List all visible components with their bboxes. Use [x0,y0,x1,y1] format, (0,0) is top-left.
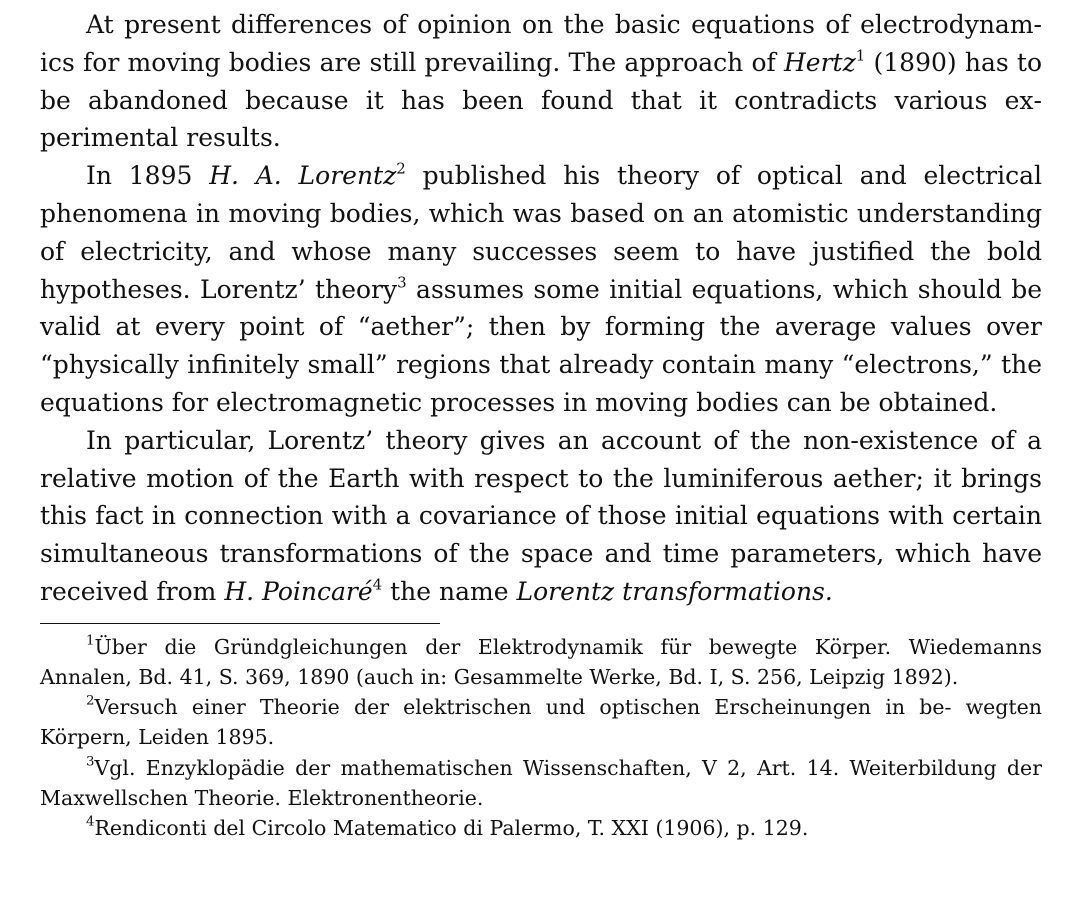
footnote-ref-3: 3 [397,273,407,292]
footnote-ref-1: 1 [855,46,866,65]
paragraph-2 [40,157,1042,422]
footnote-text: Versuch einer Theorie der elektrischen und optischen Erscheinungen in be- wegten Körpern, Leiden 1895. [40,695,1042,750]
text-segment: the name [382,576,517,606]
footnote-mark: 2 [86,693,95,709]
footnote-1 [40,632,1042,692]
footnote-mark: 4 [86,814,95,830]
footnote-text: Rendiconti del Circolo Matematico di Palermo, T. XXI (1906), p. 129. [94,815,809,840]
paragraph-1 [40,6,1042,157]
footnotes [40,632,1042,843]
term-lorentz-transformations: Lorentz transformations. [516,576,833,606]
footnote-mark: 1 [86,633,95,649]
footnote-3 [40,753,1042,813]
footnote-text: Über die Gründgleichungen der Elektrodynamik für bewegte Körper. Wiedemanns Annalen, Bd. 41, S. 369, 1890 (auch in: Gesammelte Werke, Bd. I, S. 256, Leipzig 1892). [40,634,1042,689]
text-segment: (1890) has to be abandoned because it has been found that it contradicts various experimental results. [40,47,1042,153]
text-segment: published his theory of optical and electrical phenomena in moving bodies, which was based on an atomistic understanding of electricity, and whose many successes seem to have justified the bold hypotheses. Lorentz’ theory [40,161,1042,304]
text-segment: In 1895 [86,161,210,191]
text-segment: At present differences of opinion on the basic equations of electrodynamics for moving bodies are still prevailing. The approach of [40,10,1042,77]
text-segment: In particular, Lorentz’ theory gives an account of the non-existence of a relative motion of the Earth with respect to the luminiferous aether; it brings this fact in connection with a covariance of those initial equations with certain simultaneous transformations of the space and time parameters, which have received from [40,425,1042,606]
footnote-ref-4: 4 [372,575,383,594]
footnote-divider [40,623,440,624]
footnote-4 [40,813,1042,843]
author-name-lorentz: H. A. Lorentz [209,161,397,191]
footnote-2 [40,692,1042,752]
author-name-hertz: Hertz [783,47,856,77]
footnote-text: Vgl. Enzyklopädie der mathematischen Wissenschaften, V 2, Art. 14. Weiterbildung der Maxwellschen Theorie. Elektronentheorie. [40,755,1042,810]
footnote-ref-2: 2 [396,159,406,178]
paragraph-3 [40,422,1042,611]
text-segment: assumes some initial equations, which should be valid at every point of “aether”; then by forming the average values over “physically infinitely small” regions that already contain many “electrons,” the equations for electromagnetic processes in moving bodies can be obtained. [40,274,1043,417]
footnote-mark: 3 [86,754,95,770]
author-name-poincare: H. Poincaré [224,576,373,606]
